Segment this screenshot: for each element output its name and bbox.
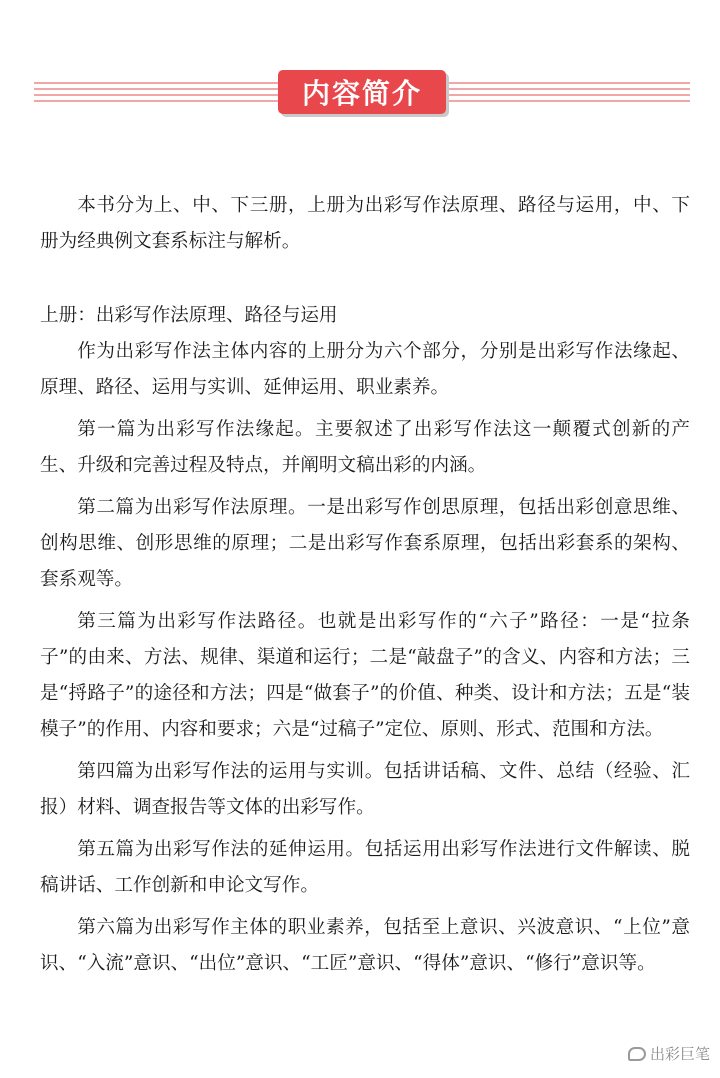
section-paragraph: 第四篇为出彩写作法的运用与实训。包括讲话稿、文件、总结（经验、汇报）材料、调查报告等文体的出彩写作。: [40, 761, 690, 818]
intro-paragraph: 本书分为上、中、下三册，上册为出彩写作法原理、路径与运用，中、下册为经典例文套系标注与解析。: [40, 195, 690, 252]
section-paragraph: 第六篇为出彩写作主体的职业素养，包括至上意识、兴波意识、“上位”意识、“入流”意识、“出位”意识、“工匠”意识、“得体”意识、“修行”意识等。: [40, 917, 690, 974]
section-title: 上册：出彩写作法原理、路径与运用: [40, 305, 338, 326]
section-paragraph: 第一篇为出彩写作法缘起。主要叙述了出彩写作法这一颠覆式创新的产生、升级和完善过程及特点，并阐明文稿出彩的内涵。: [40, 419, 690, 476]
title-box: [278, 70, 446, 114]
header-banner: [34, 70, 690, 118]
watermark: [628, 1043, 710, 1064]
section-paragraph: 第二篇为出彩写作法原理。一是出彩写作创思原理，包括出彩创意思维、创构思维、创形思维的原理；二是出彩写作套系原理，包括出彩套系的架构、套系观等。: [40, 497, 690, 590]
section-paragraph: 第五篇为出彩写作法的延伸运用。包括运用出彩写作法进行文件解读、脱稿讲话、工作创新和申论文写作。: [40, 839, 690, 896]
watermark-text: 出彩巨笔: [649, 1045, 710, 1063]
section-paragraph: 第三篇为出彩写作法路径。也就是出彩写作的“六子”路径：一是“拉条子”的由来、方法、规律、渠道和运行；二是“敲盘子”的含义、内容和方法；三是“捋路子”的途径和方法；四是“做套子”的价值、种类、设计和方法；五是“装模子”的作用、内容和要求；六是“过稿子”定位、原则、形式、范围和方法。: [40, 611, 690, 740]
page-title: 内容简介: [301, 77, 422, 110]
section-paragraph: 作为出彩写作法主体内容的上册分为六个部分，分别是出彩写作法缘起、原理、路径、运用与实训、延伸运用、职业素养。: [40, 341, 690, 398]
wechat-icon: [628, 1047, 646, 1061]
content-body: [40, 188, 690, 982]
